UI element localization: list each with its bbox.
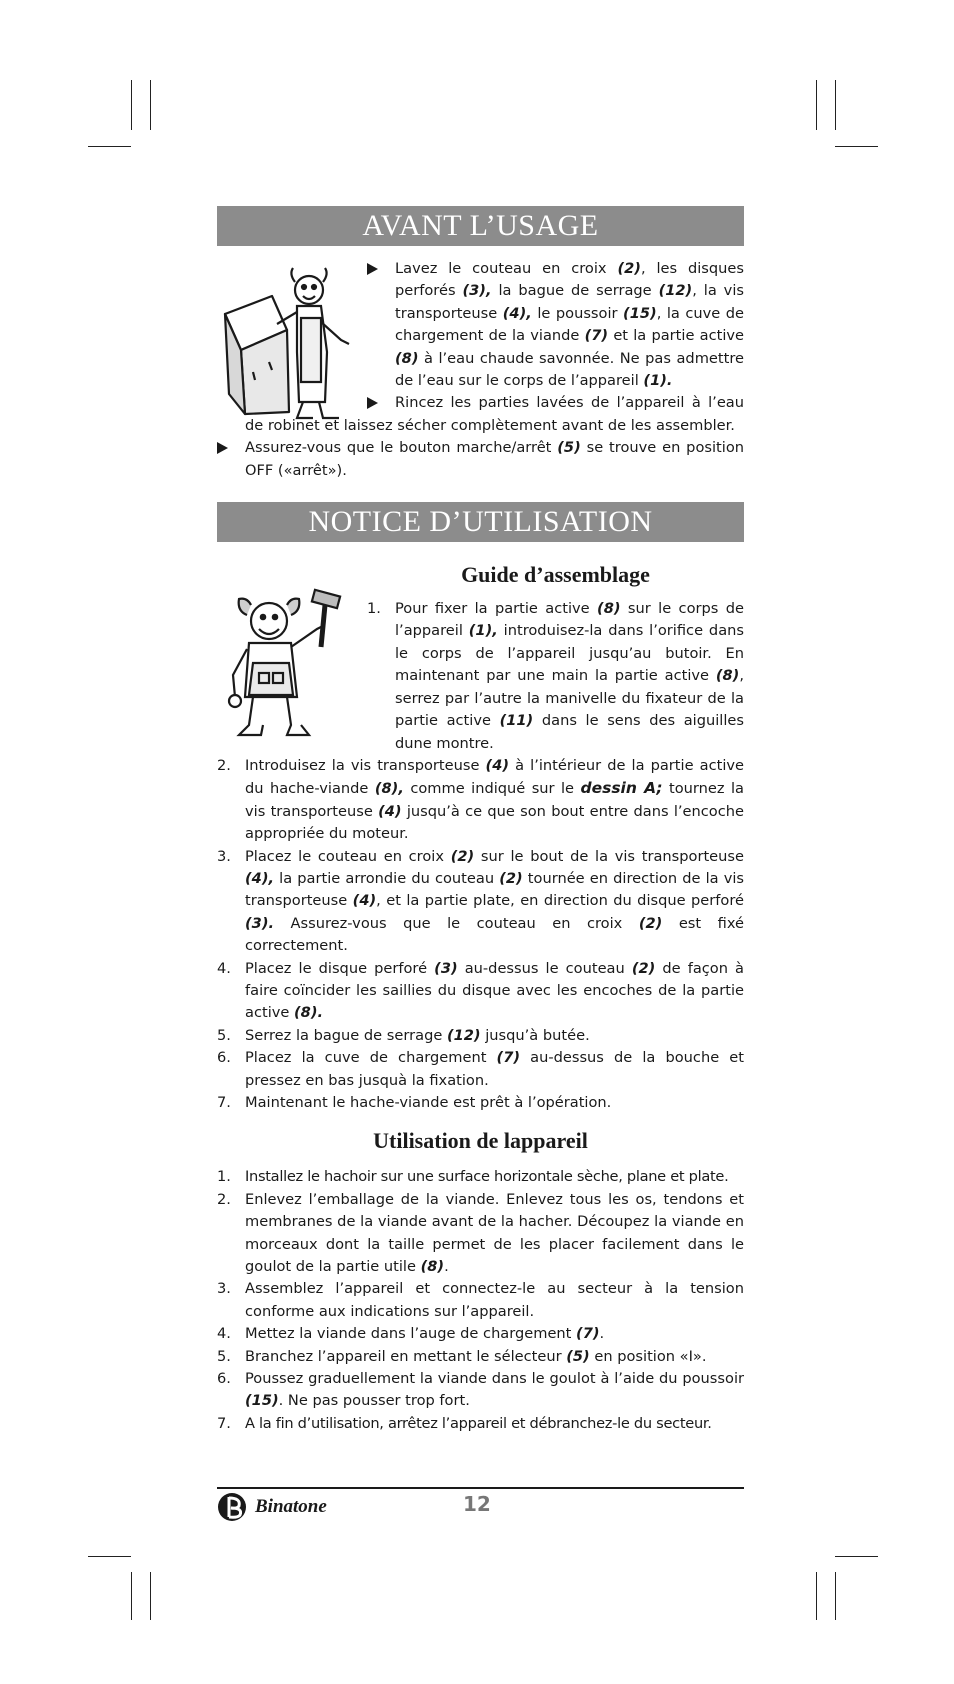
- crop-mark: [835, 146, 878, 147]
- subtitle-utilisation: Utilisation de lappareil: [373, 1128, 588, 1154]
- list-item: 4. Mettez la viande dans l’auge de chargement (7).: [217, 1325, 605, 1343]
- binatone-logo-icon: [217, 1492, 251, 1522]
- section-title-avant: AVANT L’USAGE: [217, 206, 744, 246]
- bullet-rinse: Rincez les parties lavées de l’appareil à l’eau de robinet et laissez sécher complètement avant de les assembler.: [245, 394, 744, 434]
- list-item: 6. Poussez graduellement la viande dans le goulot à l’aide du poussoir (15). Ne pas pousser trop fort.: [217, 1370, 744, 1410]
- crop-mark: [88, 1556, 131, 1557]
- bullet-wash: Lavez le couteau en croix (2), les disques perforés (3), la bague de serrage (12), la vis transporteuse (4), le poussoir (15), la cuve de chargement de la viande (7) et la partie active (8) à l’eau chaude savonnée. Ne pas admettre de l’eau sur le corps de l’appareil (1).: [367, 258, 744, 392]
- assembly-steps-list: [217, 598, 744, 1114]
- crop-mark: [131, 1572, 132, 1620]
- list-item: 2. Enlevez l’emballage de la viande. Enlevez tous les os, tendons et membranes de la viande avant de la hacher. Découpez la viande en morceaux dont la taille permet de les placer facilement dans le goulot de la partie utile (8).: [217, 1190, 744, 1276]
- triangle-bullet-icon: [367, 397, 378, 409]
- crop-mark: [835, 1556, 878, 1557]
- triangle-bullet-icon: [367, 263, 378, 275]
- crop-mark: [131, 80, 132, 130]
- list-item: 5. Branchez l’appareil en mettant le sélecteur (5) en position «I».: [217, 1347, 707, 1365]
- list-item: 4. Placez le disque perforé (3) au-dessus le couteau (2) de façon à faire coïncider les saillies du disque avec les encoches de la partie active (8).: [217, 959, 744, 1022]
- footer-rule: [217, 1487, 744, 1489]
- brand-name: Binatone: [255, 1496, 327, 1517]
- list-item: 7. Maintenant le hache-viande est prêt à l’opération.: [217, 1094, 612, 1111]
- subtitle-guide-assemblage: Guide d’assemblage: [461, 562, 650, 588]
- list-item: 5. Serrez la bague de serrage (12) jusqu’à butée.: [217, 1026, 590, 1044]
- list-item: 1. Pour fixer la partie active (8) sur le corps de l’appareil (1), introduisez-la dans l’orifice dans le corps de l’appareil jusqu’au butoir. En maintenant par une main la partie active (8), serrez par l’autre la manivelle du fixateur de la partie active (11) dans le sens des aiguilles dune montre.: [367, 600, 744, 752]
- bullet-switch-off: Assurez-vous que le bouton marche/arrêt (5) se trouve en position OFF («arrêt»).: [217, 437, 744, 482]
- list-item: 7. A la fin d’utilisation, arrêtez l’appareil et débranchez-le du secteur.: [217, 1414, 712, 1432]
- crop-mark: [150, 1572, 151, 1620]
- crop-mark: [816, 1572, 817, 1620]
- list-item: 2. Introduisez la vis transporteuse (4) à l’intérieur de la partie active du hache-viande (8), comme indiqué sur le dessin A; tournez la vis transporteuse (4) jusqu’à ce que son bout entre dans l’encoche appropriée du moteur.: [217, 756, 744, 843]
- list-item: 1. Installez le hachoir sur une surface horizontale sèche, plane et plate.: [217, 1168, 729, 1186]
- crop-mark: [88, 146, 131, 147]
- crop-mark: [816, 80, 817, 130]
- list-item: 3. Placez le couteau en croix (2) sur le bout de la vis transporteuse (4), la partie arrondie du couteau (2) tournée en direction de la vis transporteuse (4), et la partie plate, en direction du disque perforé (3). Assurez-vous que le couteau en croix (2) est fixé correctement.: [217, 847, 744, 955]
- list-item: 3. Assemblez l’appareil et connectez-le au secteur à la tension conforme aux indications sur l’appareil.: [217, 1280, 744, 1320]
- list-item: 6. Placez la cuve de chargement (7) au-dessus de la bouche et pressez en bas jusquà la fixation.: [217, 1049, 744, 1089]
- avant-section: [217, 258, 744, 482]
- crop-mark: [150, 80, 151, 130]
- triangle-bullet-icon: [217, 442, 228, 454]
- crop-mark: [835, 1572, 836, 1620]
- brand-logo: [217, 1492, 327, 1522]
- usage-steps-list: [217, 1166, 744, 1435]
- section-title-notice: NOTICE D’UTILISATION: [217, 502, 744, 542]
- page-number: 12: [463, 1492, 491, 1516]
- page-content: [217, 206, 744, 1435]
- crop-mark: [835, 80, 836, 130]
